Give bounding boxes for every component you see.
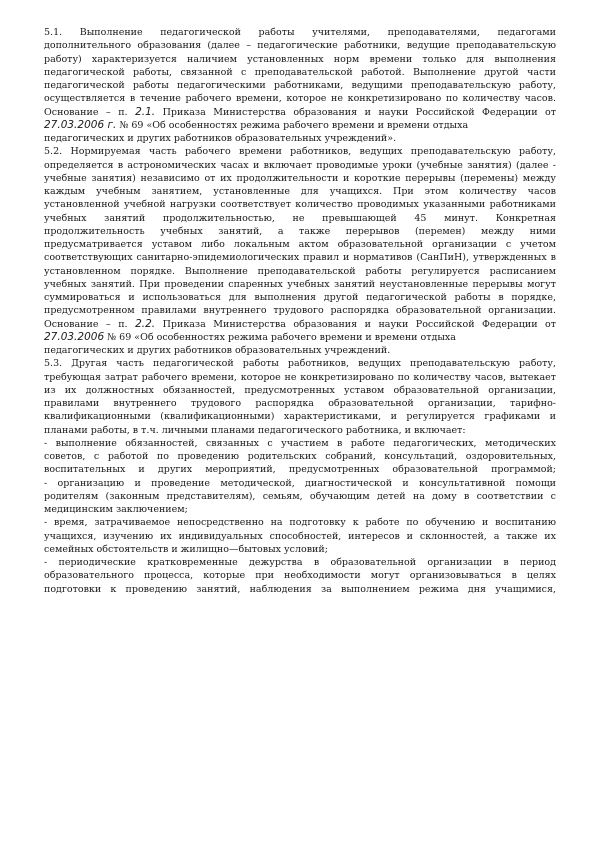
text-line: продолжительность учебных занятий, а также перерывов (перемен) между ними [44, 225, 556, 237]
text-line: дополнительного образования (далее – педагогические работники, ведущие преподавательскую [44, 40, 556, 52]
text-line: учебных занятий продолжительностью, не превышающей 45 минут. Конкретная [44, 212, 556, 224]
text-line: медицинским заключением; [44, 504, 188, 515]
text-line: определяется в астрономических часах и включает проводимые уроки (учебные занятия) (далее - [44, 159, 556, 171]
text-line: семейных обстоятельств и жилищно—бытовых условий; [44, 543, 328, 555]
text-line: родителям (законным представителям), семьям, обучающим детей на дому в соответствии с [44, 490, 556, 502]
text-line: работу) характеризуется наличием установленных норм времени только для выполнения [44, 53, 556, 65]
text-line: Основание – п. 2.2. Приказа Министерства образования и науки Российской Федерации от [44, 317, 556, 330]
text-line: суммироваться и использоваться для выполнения другой педагогической работы в порядке, [44, 292, 556, 303]
text-line: правилами внутреннего трудового распорядка образовательной организации, тарифно- [44, 398, 556, 409]
text-line: педагогической работы педагогическими работниками, ведущими преподавательскую работу, [44, 80, 556, 91]
text-line: установленном порядке. Выполнение преподавательской работы регулируется расписанием [44, 265, 556, 277]
text-line: предусматривается уставом либо локальным актом образовательной организации с учетом [44, 239, 556, 250]
text-line: - периодические кратковременные дежурства в образовательной организации в период [44, 557, 556, 568]
point-number: 2.1. [135, 105, 156, 118]
text-line: 27.03.2006 г. № 69 «Об особенностях режима рабочего времени и времени отдыха [44, 118, 469, 131]
text-line: педагогических и других работников образовательных учреждений». [44, 133, 397, 144]
text-line: учащихся, изучению их индивидуальных способностей, интересов и склонностей, а также их [44, 530, 556, 542]
text-line: учебные занятия) независимо от их продолжительности и короткие перерывы (перемены) между [44, 172, 556, 184]
document-body [44, 26, 556, 596]
text-line: требующая затрат рабочего времени, которое не конкретизировано по количеству часов, вытекает [44, 371, 556, 383]
order-date: 27.03.2006 [44, 330, 105, 343]
text-line: каждым учебным занятием, установленные для учащихся. При этом количеству часов [44, 186, 556, 197]
order-date: 27.03.2006 г. [44, 118, 117, 131]
text-line: квалификационными (квалификационными) характеристиками, и регулируется графиками и [44, 411, 556, 423]
text-line: осуществляется в течение рабочего времени, которое не конкретизировано по количеству часов. [44, 93, 556, 105]
point-number: 2.2. [135, 317, 156, 330]
text-line: Основание – п. 2.1. Приказа Министерства образования и науки Российской Федерации от [44, 105, 556, 118]
text-line: - время, затрачиваемое непосредственно на подготовку к работе по обучению и воспитанию [44, 517, 556, 529]
text-line: 5.2. Нормируемая часть рабочего времени работников, ведущих преподавательскую работу, [44, 146, 556, 158]
text-line: установленной учебной нагрузки соответствует количество проводимых указанными работниками [44, 199, 556, 211]
text-line: советов, с работой по проведению родительских собраний, консультаций, оздоровительных, [44, 451, 556, 462]
text-line: планами работы, в т.ч. личными планами педагогического работника, и включает: [44, 424, 466, 436]
text-line: предусмотренном правилами внутреннего трудового распорядка образовательной организации. [44, 305, 556, 317]
text-line: образовательного процесса, которые при необходимости могут организовываться в целях [44, 570, 556, 582]
text-line: - выполнение обязанностей, связанных с участием в работе педагогических, методических [44, 437, 556, 449]
text-line: учебных занятий. При проведении спаренных учебных занятий неустановленные перерывы могут [44, 278, 556, 290]
text-line: 27.03.2006 № 69 «Об особенностях режима рабочего времени и времени отдыха [44, 330, 456, 343]
text-line: - организацию и проведение методической, диагностической и консультативной помощи [44, 477, 556, 489]
text-line: 5.3. Другая часть педагогической работы работников, ведущих преподавательскую работу, [44, 358, 556, 370]
text-line: из их должностных обязанностей, предусмотренных уставом образовательной организации, [44, 384, 556, 396]
text-line: воспитательных и других мероприятий, предусмотренных образовательной программой; [44, 464, 556, 476]
text-line: 5.1. Выполнение педагогической работы учителями, преподавателями, педагогами [44, 27, 556, 38]
text-line: соответствующих санитарно-эпидемиологических правил и нормативов (СанПиН), утвержденных в [44, 252, 556, 264]
text-line: подготовки к проведению занятий, наблюдения за выполнением режима дня учащимися, [44, 583, 556, 595]
text-line: педагогических и других работников образовательных учреждений. [44, 345, 391, 356]
text-line: педагогической работы, связанной с преподавательской работой. Выполнение другой части [44, 66, 556, 78]
